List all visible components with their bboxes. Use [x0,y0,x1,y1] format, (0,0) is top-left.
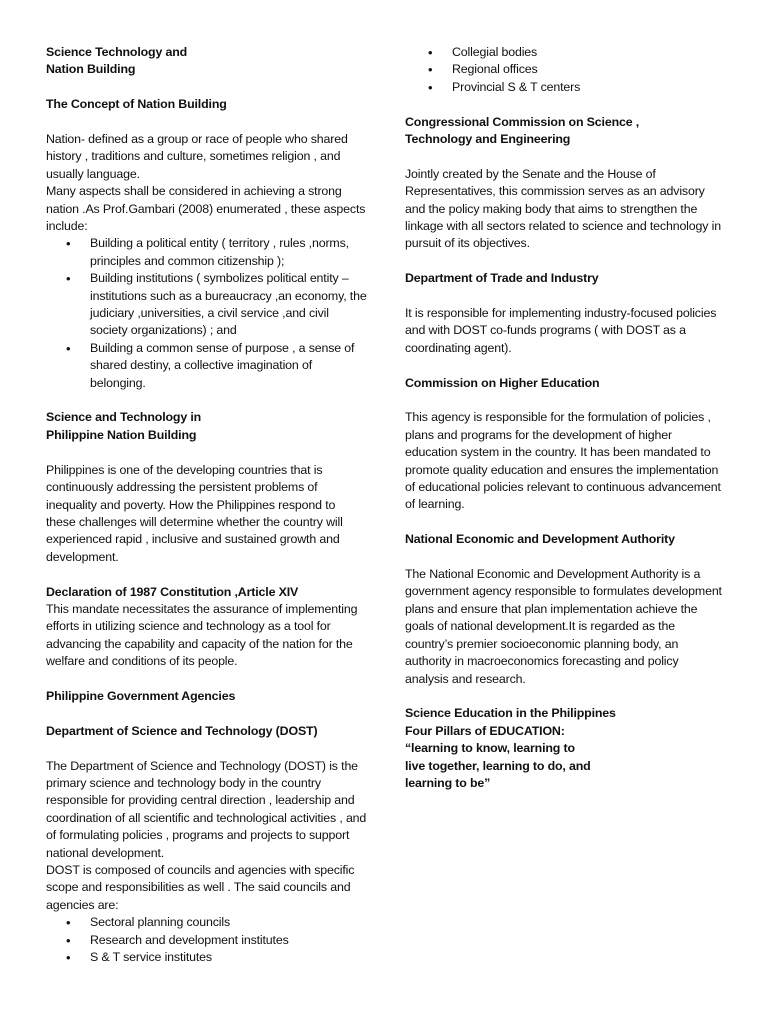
list-item: • Collegial bodies [405,44,723,61]
ched-paragraph: This agency is responsible for the formulation of policies , plans and programs for the development of higher education system in the country. It has been mandated to promote quality education and ensures the implementation of educational policies relevant to continuous advancement of learning. [405,410,721,512]
neda-heading: National Economic and Development Authority [405,532,675,547]
sci-ed-line-1: Science Education in the Philippines [405,706,616,721]
list-item: • S & T service institutes [46,949,368,966]
neda-paragraph: The National Economic and Development Authority is a government agency responsible to formulates development plans and ensure that plan implementation achieve the goals of national development.It is regarded as the country’s premier socioeconomic planning body, an authority in macroeconomics forecasting and policy analysis and research. [405,567,722,686]
concept-heading: The Concept of Nation Building [46,97,227,112]
aspects-list [46,235,368,392]
left-column [46,44,368,966]
list-item: • Research and development institutes [46,932,368,949]
agencies-heading: Philippine Government Agencies [46,688,236,703]
right-column [405,44,723,792]
dost-paragraph: The Department of Science and Technology (DOST) is the primary science and technology body in the country responsible for providing central direction , leadership and coordination of all scientific and technological activities , and of formulating policies , programs and projects to support national development. [46,758,367,860]
dti-paragraph: It is responsible for implementing industry-focused policies and with DOST co-funds programs ( with DOST as a coordinating agent). [405,306,717,355]
st-heading-line-2: Philippine Nation Building [46,427,197,442]
aspects-intro: Many aspects shall be considered in achieving a strong nation .As Prof.Gambari (2008) enumerated , these aspects include: [46,184,366,234]
quote-line-2: live together, learning to do, and [405,758,591,773]
declaration-heading: Declaration of 1987 Constitution ,Article XIV [46,584,299,599]
dti-heading: Department of Trade and Industry [405,271,599,286]
ched-heading: Commission on Higher Education [405,375,600,390]
science-education-heading [405,705,723,792]
dost-heading: Department of Science and Technology (DOST) [46,723,318,738]
nation-definition: Nation- defined as a group or race of people who shared history , traditions and culture, sometimes religion , and usually language. [46,132,348,181]
list-item: • Sectoral planning councils [46,914,368,931]
sci-ed-line-2: Four Pillars of EDUCATION: [405,723,565,738]
list-item: • Building institutions ( symbolizes political entity – institutions such as a bureaucracy ,an economy, the judiciary ,universities, a civil service ,and civil society organizations) ; and [46,270,368,340]
list-item: • Building a political entity ( territory , rules ,norms, principles and common citizenship ); [46,235,368,270]
st-heading [46,409,368,444]
quote-line-3: learning to be” [405,775,491,790]
quote-line-1: “learning to know, learning to [405,741,575,756]
ccst-heading [405,114,723,149]
st-heading-line-1: Science and Technology in [46,410,202,425]
list-item: • Regional offices [405,61,723,78]
title-line-1: Science Technology and [46,45,188,59]
list-item: • Provincial S & T centers [405,79,723,96]
st-paragraph: Philippines is one of the developing countries that is continuously addressing the persistent problems of inequality and poverty. How the Philippines respond to these challenges will determine whether the country will experienced rapid , inclusive and sustained growth and development. [46,462,343,564]
declaration-paragraph: This mandate necessitates the assurance of implementing efforts in utilizing science and technology as a tool for advancing the capability and capacity of the nation for the welfare and conditions of its people. [46,601,358,669]
list-item: • Building a common sense of purpose , a sense of shared destiny, a collective imagination of belonging. [46,340,368,392]
councils-list-continued [405,44,723,96]
ccst-heading-line-1: Congressional Commission on Science , [405,114,640,129]
ccst-paragraph: Jointly created by the Senate and the House of Representatives, this commission serves as an advisory and the policy making body that aims to strengthen the linkage with all sectors related to science and technology in pursuit of its objectives. [405,166,721,251]
councils-list [46,914,368,966]
dost-composed: DOST is composed of councils and agencies with specific scope and responsibilities as well . The said councils and agencies are: [46,862,355,912]
title-line-2: Nation Building [46,62,136,77]
ccst-heading-line-2: Technology and Engineering [405,132,571,147]
document-title [46,44,368,79]
